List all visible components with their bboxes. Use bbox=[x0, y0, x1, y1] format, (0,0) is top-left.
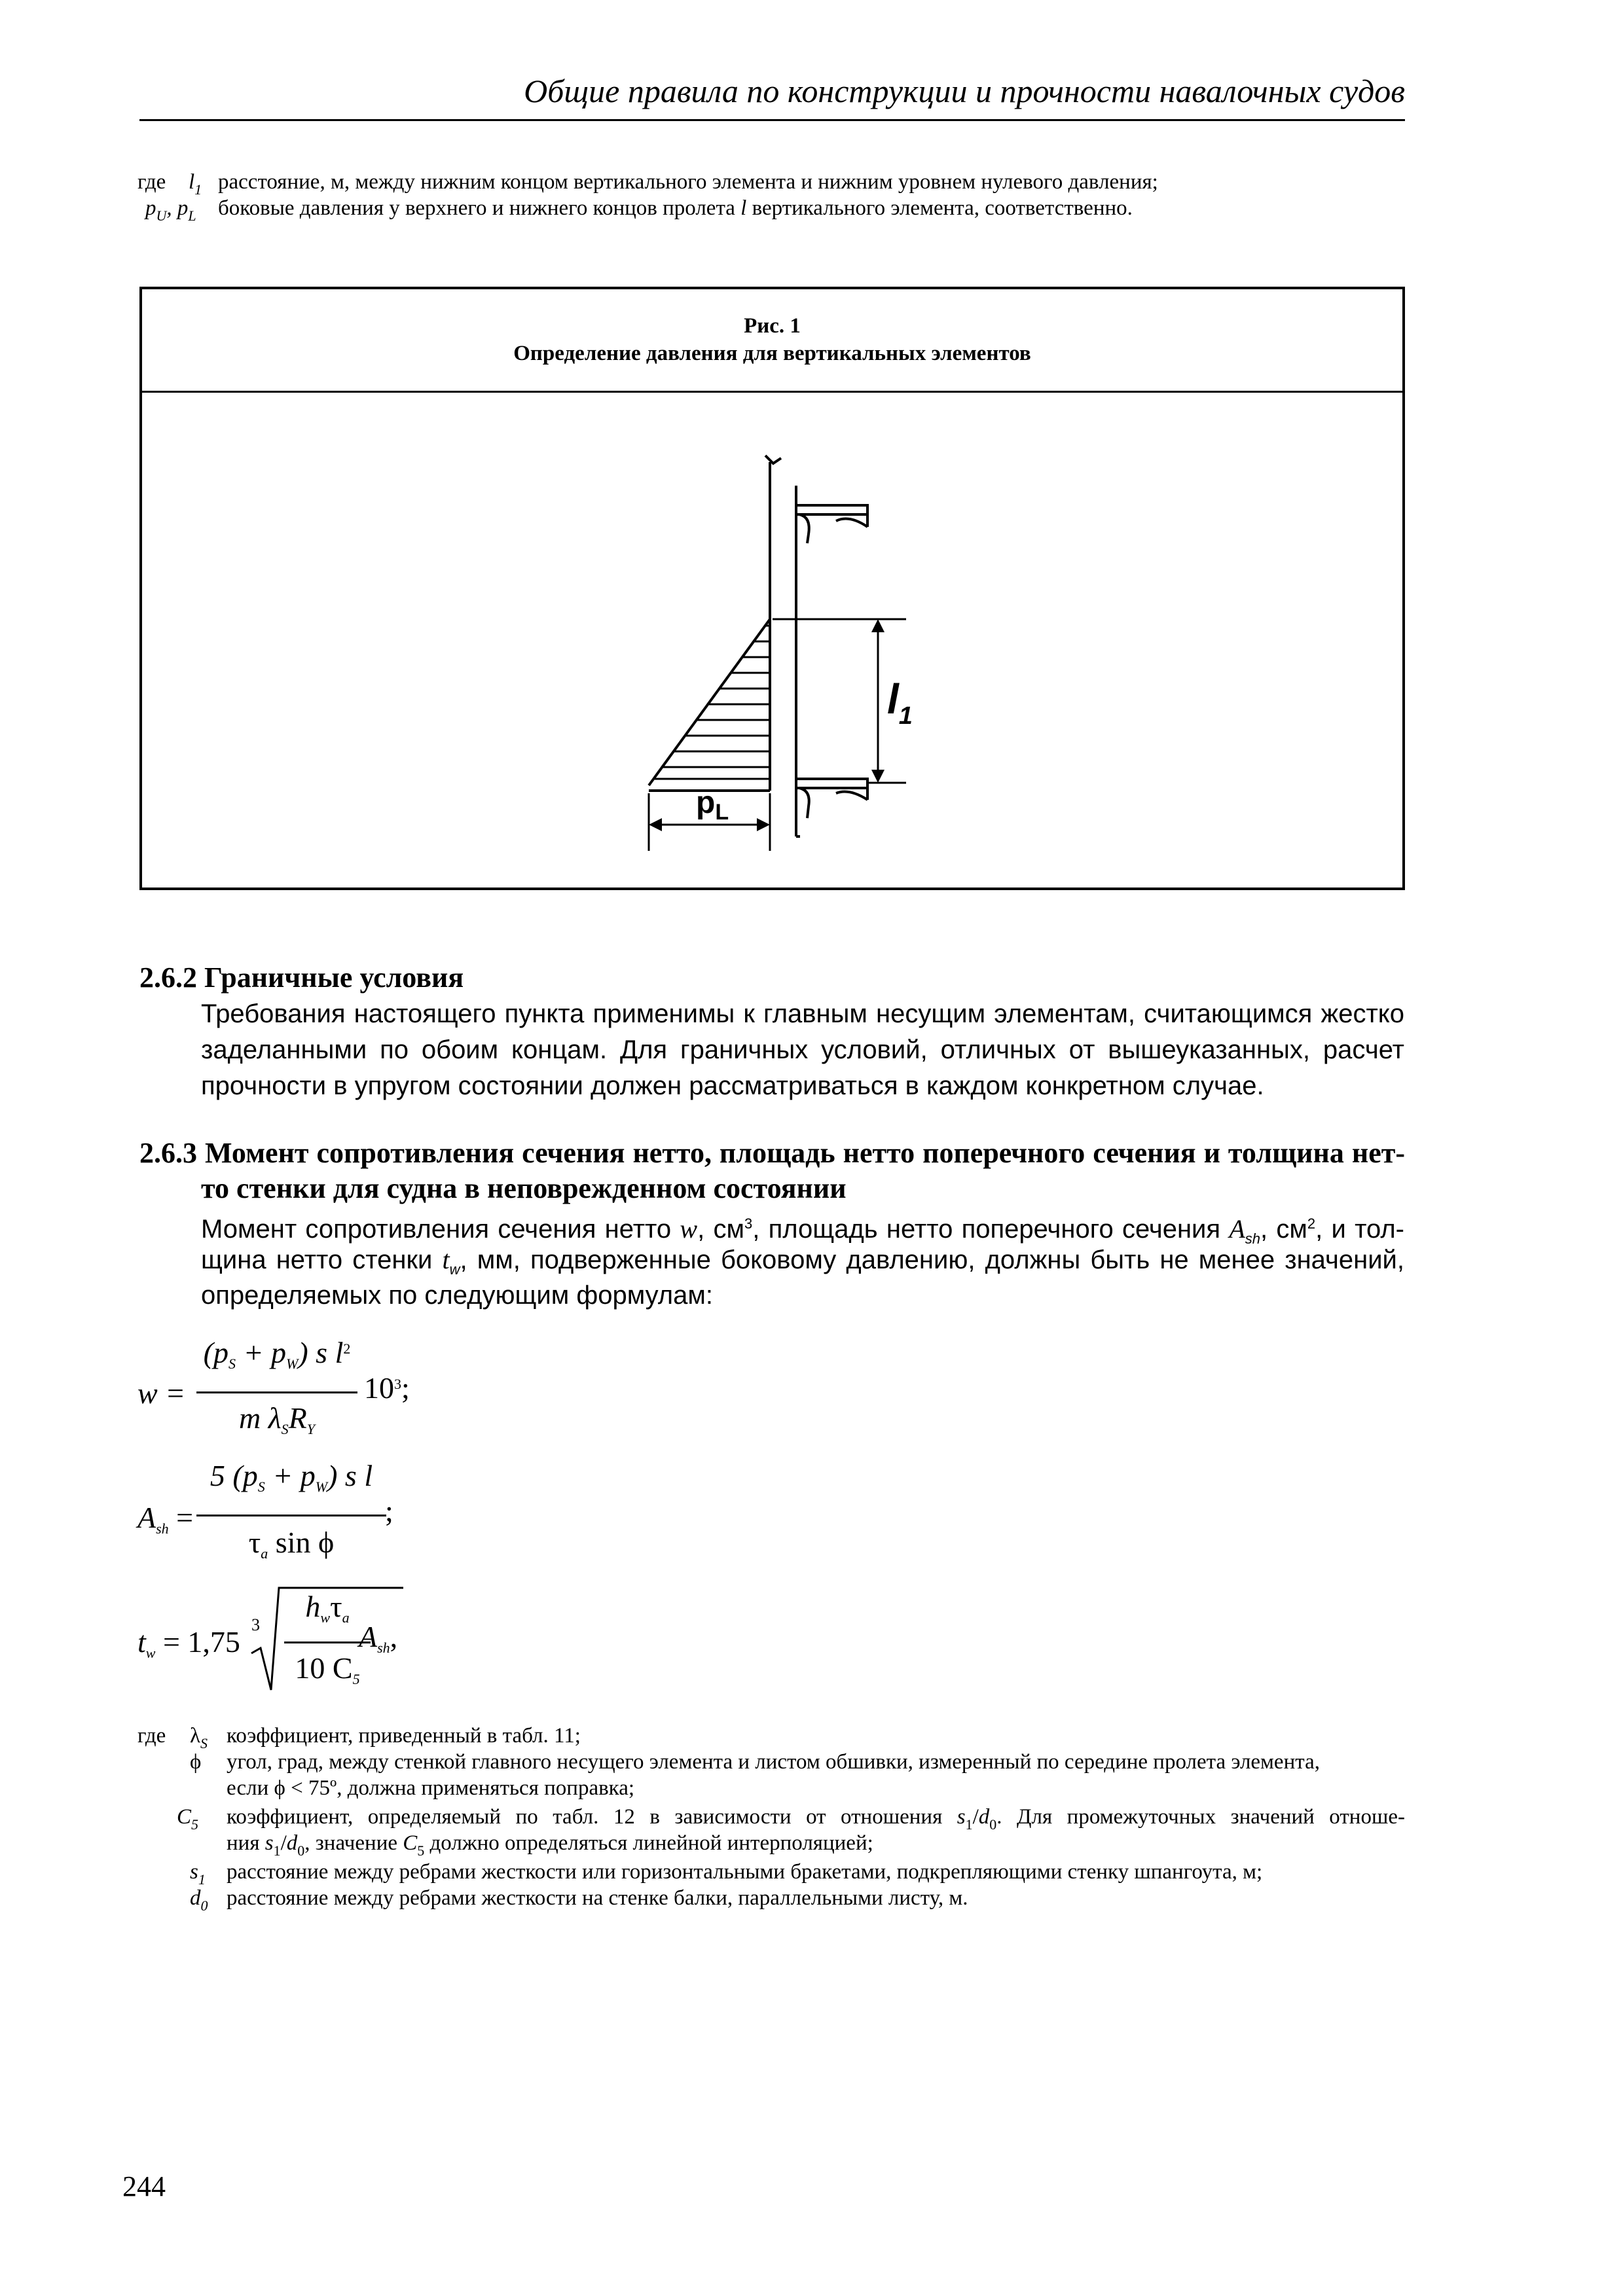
def-phi-text-1: угол, град, между стенкой главного несущего элемента и листом обшивки, измеренный по середине пролета элемента, bbox=[227, 1750, 1320, 1774]
formula-a-numerator: 5 $(p_S + p_W)$ s l bbox=[210, 1459, 373, 1495]
pressure-hatch bbox=[655, 626, 770, 779]
l1-arrow-top bbox=[871, 619, 884, 632]
pl-arrow-left bbox=[649, 818, 662, 831]
def-l1-symbol: $l_1$ bbox=[189, 170, 202, 198]
formula-t-root-index: 3 bbox=[251, 1615, 260, 1634]
def-lambda-symbol: $\lambda_S$ bbox=[190, 1724, 208, 1751]
formula-a-denominator: $\tau_a$ sin ϕ bbox=[248, 1526, 335, 1562]
def-s1-symbol: $s_1$ bbox=[190, 1860, 206, 1888]
running-header-title: Общие правила по конструкции и прочности навалочных судов bbox=[524, 73, 1405, 109]
formula-t-denominator: 10 $C_5$ bbox=[295, 1651, 360, 1687]
def-pressures-text: боковые давления у верхнего и нижнего концов пролета l вертикального элемента, соответственно. bbox=[218, 196, 1133, 220]
formula-w-fraction-line bbox=[196, 1391, 357, 1393]
figure-caption-cell bbox=[142, 289, 1402, 393]
def-lambda-text: коэффициент, приведенный в табл. 11; bbox=[227, 1724, 581, 1748]
section-262-line-2: заделанными по обоим концам. Для граничных условий, отличных от вышеуказанных, расчет bbox=[201, 1035, 1404, 1064]
header-rule bbox=[139, 119, 1405, 121]
def-intro: где bbox=[137, 170, 166, 194]
section-262-line-3: прочности в упругом состоянии должен рассматриваться в каждом конкретном случае. bbox=[201, 1071, 1264, 1100]
formula-w-numerator: $(p_S + p_W)$ s $l^2$ bbox=[203, 1336, 351, 1372]
figure-number: Рис. 1 bbox=[744, 314, 801, 338]
formula-a-lhs: $A_{sh}$ = bbox=[137, 1501, 194, 1537]
formula-w-denominator: m $\lambda_SR_Y$ bbox=[238, 1401, 315, 1437]
section-262-line-1: Требования настоящего пункта применимы к главным несущим элементам, считающимся жестко bbox=[201, 999, 1404, 1028]
def-c5-text-1: коэффициент, определяемый по табл. 12 в зависимости от отношения $s_1/d_0$. Для промежуточных значений отноше- bbox=[227, 1805, 1406, 1833]
section-262-heading: 2.6.2 Граничные условия bbox=[139, 961, 464, 994]
formula-t-a-factor: $A_{sh}$, bbox=[359, 1620, 398, 1656]
section-263-line-1: Момент сопротивления сечения нетто w, $см^3$, площадь нетто поперечного сечения $A_{sh}$, $см^2$, и тол- bbox=[201, 1214, 1404, 1247]
formula-w-rhs: $10^3$; bbox=[364, 1371, 410, 1405]
section-263-line-3: определяемых по следующим формулам: bbox=[201, 1281, 713, 1310]
formula-t-fraction-line bbox=[284, 1641, 371, 1643]
formula-a-fraction-line bbox=[196, 1515, 386, 1516]
def-c5-text-2: ния $s_1/d_0$, значение $C_5$ должно определяться линейной интерполяцией; bbox=[227, 1831, 873, 1859]
figure-box bbox=[139, 287, 1405, 890]
formula-t-lhs: $t_w = 1,75$ bbox=[137, 1625, 240, 1661]
formula-w-lhs: w = bbox=[137, 1376, 186, 1410]
pressure-diagram bbox=[142, 393, 1402, 888]
section-263-heading-line-1: 2.6.3 Момент сопротивления сечения нетто, площадь нетто поперечного сечения и толщина нет- bbox=[139, 1137, 1405, 1169]
figure-caption: Определение давления для вертикальных элементов bbox=[513, 342, 1031, 365]
label-pl: $p_L$ bbox=[696, 785, 729, 825]
def-s1-text: расстояние между ребрами жесткости или горизонтальными бракетами, подкрепляющими стенку шпангоута, м; bbox=[227, 1860, 1263, 1884]
def-pu-pl-symbol: $p_U$, $p_L$ bbox=[145, 196, 196, 224]
label-l1: $l_1$ bbox=[887, 675, 913, 730]
bottom-def-intro: где bbox=[137, 1724, 166, 1748]
pl-arrow-right bbox=[757, 818, 770, 831]
def-phi-text-2: если ϕ < 75º, должна применяться поправка; bbox=[227, 1776, 635, 1800]
def-d0-symbol: $d_0$ bbox=[190, 1886, 208, 1914]
def-l1-text: расстояние, м, между нижним концом вертикального элемента и нижним уровнем нулевого давления; bbox=[218, 170, 1158, 194]
l1-dimension bbox=[773, 619, 906, 783]
page-number: 244 bbox=[122, 2170, 166, 2202]
def-c5-symbol: $C_5$ bbox=[177, 1805, 199, 1833]
section-263-heading-line-2: то стенки для судна в неповрежденном состоянии bbox=[201, 1172, 847, 1204]
section-263-line-2: щина нетто стенки $t_w$, мм, подверженные боковому давлению, должны быть не менее значений, bbox=[201, 1245, 1405, 1278]
formula-t-numerator: $h_w\tau_a$ bbox=[305, 1590, 350, 1626]
l1-arrow-bottom bbox=[871, 770, 884, 783]
formula-a-end: ; bbox=[385, 1494, 393, 1528]
def-d0-text: расстояние между ребрами жесткости на стенке балки, параллельными листу, м. bbox=[227, 1886, 968, 1910]
def-phi-symbol: ϕ bbox=[190, 1750, 202, 1774]
